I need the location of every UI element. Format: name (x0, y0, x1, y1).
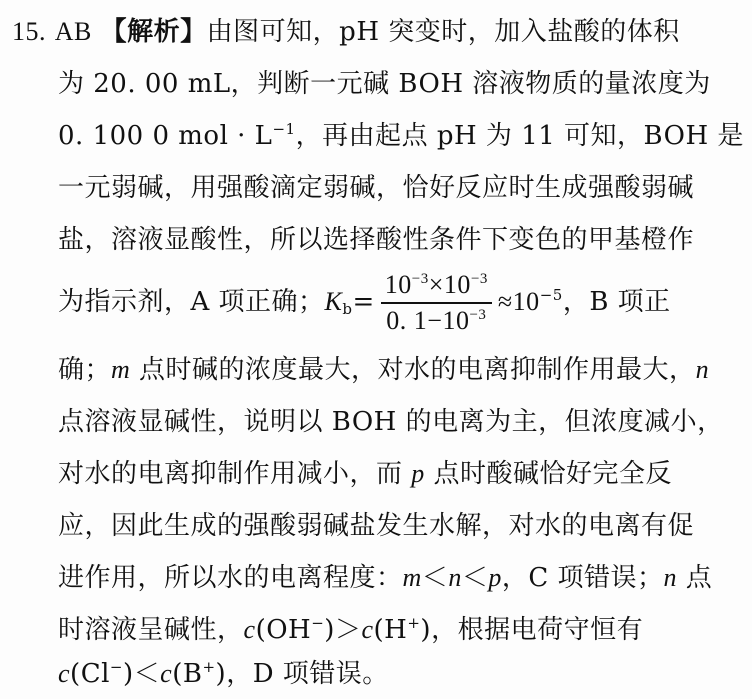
line-5 (58, 222, 748, 258)
item-number: 15. (12, 17, 46, 46)
line-1-text: 由图可知，pH 突变时，加入盐酸的体积 (206, 17, 680, 47)
kb-subscript: b (342, 300, 353, 318)
point-n: n (695, 355, 710, 384)
fraction-numerator: $10^{-3}\times 10^{-3}$ (381, 270, 492, 304)
line-13: c(Cl−)＜c(B+)，D 项错误。 (58, 658, 389, 689)
fraction-denominator: 0. $1-10^{-3}$ (386, 306, 487, 335)
line-4 (58, 170, 748, 206)
line-3 (58, 118, 748, 154)
approx-exponent: −5 (539, 286, 563, 304)
analysis-tag: 【解析】 (100, 17, 207, 47)
line-1 (12, 14, 702, 50)
line-4-text: 一元弱碱，用强酸滴定弱碱，恰好反应时生成强酸弱碱 (58, 173, 695, 203)
concentration-text: 0. 100 0 mol · L (58, 121, 273, 151)
line-10-text: 应，因此生成的强酸弱碱盐发生水解，对水的电离有促 (58, 511, 695, 541)
point-m: m (111, 355, 131, 384)
line-3-text: ，再由起点 pH 为 11 可知，BOH 是 (295, 121, 744, 151)
line-8 (58, 404, 748, 440)
line-2-text: 为 20. 00 mL，判断一元碱 BOH 溶液物质的量浓度为 (58, 69, 711, 99)
line-6-text: 为指示剂，A 项正确； (58, 287, 325, 317)
concentration-exponent: −1 (272, 120, 296, 138)
line-10 (58, 508, 748, 544)
line-8-text: 点溶液显碱性，说明以 BOH 的电离为主，但浓度减小， (58, 407, 724, 437)
approx-value: ≈10 (497, 287, 540, 316)
line-5-text: 盐，溶液显酸性，所以选择酸性条件下变色的甲基橙作 (58, 225, 695, 255)
line-6-formula (58, 266, 748, 338)
line-9: 对水的电离抑制作用减小，而 p 点时酸碱恰好完全反 (58, 459, 673, 489)
point-p: p (411, 459, 425, 488)
kb-symbol: K (324, 287, 343, 316)
line-7: 确；m 点时碱的浓度最大，对水的电离抑制作用最大，n (58, 355, 710, 385)
kb-fraction (381, 270, 492, 336)
line-11: 进作用，所以水的电离程度：m＜n＜p，C 项错误；n 点 (58, 563, 713, 593)
line-2 (58, 66, 748, 102)
answer: AB (54, 17, 92, 46)
line-6-end: ，B 项正 (562, 287, 671, 317)
line-12: 时溶液呈碱性，c(OH−)＞c(H+)，根据电荷守恒有 (58, 614, 644, 645)
equals-sign: = (352, 287, 375, 317)
